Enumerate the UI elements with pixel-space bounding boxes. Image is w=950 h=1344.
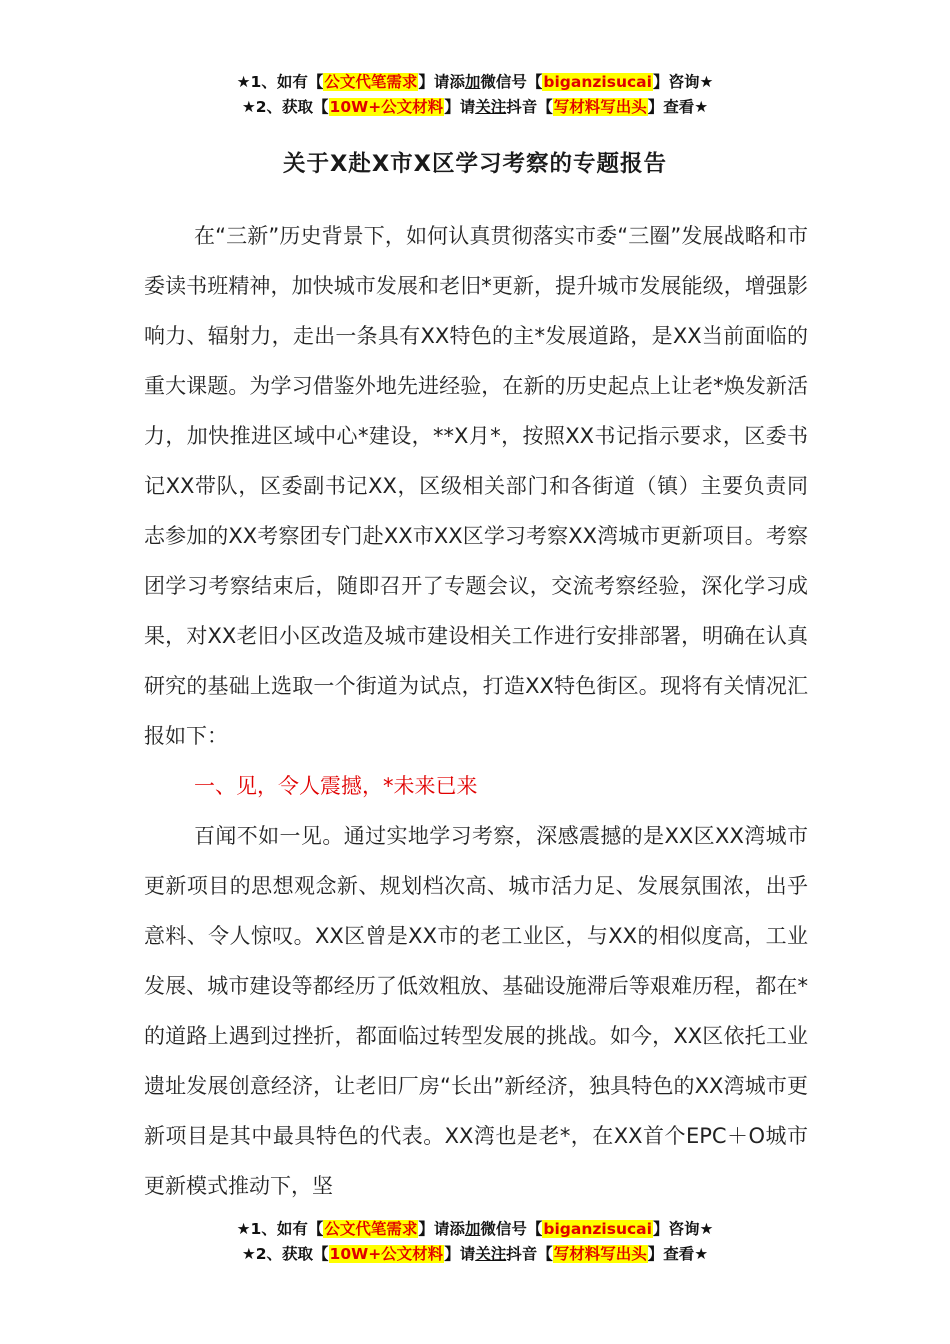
banner-text: 】请添 [418, 73, 465, 91]
banner-underlined-text: 关注 [475, 1245, 507, 1263]
banner-text: ★1、如有【 [236, 73, 324, 91]
banner-text: 】咨询★ [652, 73, 714, 91]
document-body [144, 211, 808, 1211]
banner-text: 抖音【 [506, 1245, 553, 1263]
banner-underlined-text: 关注 [475, 98, 507, 116]
banner-text: 】咨询★ [652, 1220, 714, 1238]
banner-line-2 [0, 1242, 950, 1267]
banner-text: 微信号【 [480, 73, 543, 91]
section-heading-1: 一、见，令人震撼，*未来已来 [194, 774, 478, 798]
banner-highlight: biganzisucai [543, 1220, 652, 1238]
banner-text: 抖音【 [506, 98, 553, 116]
banner-highlight: 公文代笔需求 [324, 73, 418, 91]
banner-text: 】查看★ [647, 1245, 709, 1263]
banner-text: ★1、如有【 [236, 1220, 324, 1238]
banner-text: 】请 [444, 98, 476, 116]
banner-highlight: 10W+公文材料 [329, 98, 444, 116]
banner-line-1 [0, 70, 950, 95]
document-title: 关于X赴X市X区学习考察的专题报告 [282, 151, 668, 177]
paragraph-section-1: 百闻不如一见。通过实地学习考察，深感震撼的是XX区XX湾城市更新项目的思想观念新、规划档次高、城市活力足、发展氛围浓，出乎意料、令人惊叹。XX区曾是XX市的老工业区，与XX的相似度高，工业发展、城市建设等都经历了低效粗放、基础设施滞后等艰难历程，都在*的道路上遇到过挫折，都面临过转型发展的挑战。如今，XX区依托工业遗址发展创意经济，让老旧厂房“长出”新经济，独具特色的XX湾城市更新项目是其中最具特色的代表。XX湾也是老*，在XX首个EPC＋O城市更新模式推动下，坚 [144, 824, 808, 1198]
banner-underlined-text: 加 [464, 1220, 481, 1238]
banner-text: 】请 [444, 1245, 476, 1263]
banner-highlight: 写材料写出头 [553, 98, 647, 116]
banner-text: 】请添 [418, 1220, 465, 1238]
banner-text: ★2、获取【 [241, 1245, 329, 1263]
banner-underlined-text: 加 [464, 73, 481, 91]
top-banner [0, 70, 950, 120]
banner-highlight: biganzisucai [543, 73, 652, 91]
banner-highlight: 公文代笔需求 [324, 1220, 418, 1238]
banner-text: 】查看★ [647, 98, 709, 116]
paragraph-intro: 在“三新”历史背景下，如何认真贯彻落实市委“三圈”发展战略和市委读书班精神，加快城市发展和老旧*更新，提升城市发展能级，增强影响力、辐射力，走出一条具有XX特色的主*发展道路，是XX当前面临的重大课题。为学习借鉴外地先进经验，在新的历史起点上让老*焕发新活力，加快推进区域中心*建设，**X月*，按照XX书记指示要求，区委书记XX带队，区委副书记XX，区级相关部门和各街道（镇）主要负责同志参加的XX考察团专门赴XX市XX区学习考察XX湾城市更新项目。考察团学习考察结束后，随即召开了专题会议，交流考察经验，深化学习成果，对XX老旧小区改造及城市建设相关工作进行安排部署，明确在认真研究的基础上选取一个街道为试点，打造XX特色街区。现将有关情况汇报如下： [144, 224, 808, 748]
banner-highlight: 写材料写出头 [553, 1245, 647, 1263]
banner-highlight: 10W+公文材料 [329, 1245, 444, 1263]
banner-line-2 [0, 95, 950, 120]
banner-text: ★2、获取【 [241, 98, 329, 116]
bottom-banner [0, 1217, 950, 1267]
banner-text: 微信号【 [480, 1220, 543, 1238]
banner-line-1 [0, 1217, 950, 1242]
